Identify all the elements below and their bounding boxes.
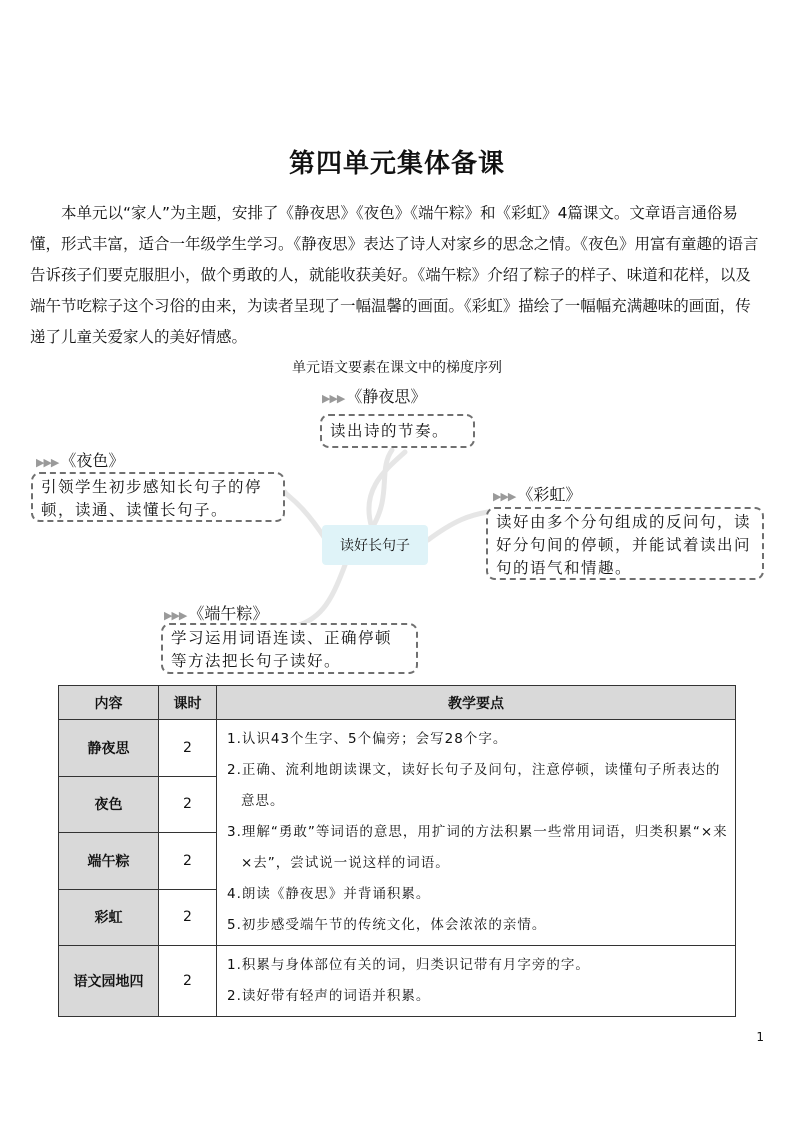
table-row [59, 946, 736, 1017]
triangle-arrows-icon: ▶▶▶ [164, 609, 187, 622]
header-points: 教学要点 [217, 686, 736, 720]
node-title-text: 《端午粽》 [188, 604, 269, 623]
lesson-name: 彩虹 [59, 889, 159, 946]
teaching-point: 4.朗读《静夜思》并背诵积累。 [227, 886, 431, 902]
node-title-text: 《彩虹》 [517, 485, 582, 504]
lesson-name: 端午粽 [59, 833, 159, 890]
branch-jingyesi [369, 452, 405, 528]
lesson-hours: 2 [159, 946, 217, 1017]
lesson-hours: 2 [159, 720, 217, 777]
header-hours: 课时 [159, 686, 217, 720]
branch-duanwuzong [290, 565, 345, 628]
header-content: 内容 [59, 686, 159, 720]
lesson-hours: 2 [159, 776, 217, 833]
lesson-name: 夜色 [59, 776, 159, 833]
teaching-points-group-1 [217, 720, 736, 946]
node-box-duanwuzong: 学习运用词语连读、正确停顿等方法把长句子读好。 [161, 623, 418, 674]
branch-jingyesi-2 [372, 450, 392, 528]
intro-paragraph: 本单元以“家人”为主题，安排了《静夜思》《夜色》《端午粽》和《彩虹》4篇课文。文章语言通俗易懂，形式丰富，适合一年级学生学习。《静夜思》表达了诗人对家乡的思念之情。《夜色》用富有童趣的语言告诉孩子们要克服胆小，做个勇敢的人，就能收获美好。《端午粽》介绍了粽子的样子、味道和花样，以及端午节吃粽子这个习俗的由来，为读者呈现了一幅温馨的画面。《彩虹》描绘了一幅幅充满趣味的画面，传递了儿童关爱家人的美好情感。 [30, 204, 759, 346]
node-title-yese [36, 448, 124, 471]
teaching-point: 5.初步感受端午节的传统文化，体会浓浓的亲情。 [227, 917, 547, 933]
node-title-caihong [493, 482, 581, 505]
lesson-name: 语文园地四 [59, 946, 159, 1017]
triangle-arrows-icon: ▶▶▶ [493, 490, 516, 503]
teaching-point: 2.正确、流利地朗读课文，读好长句子及问句，注意停顿，读懂句子所表达的意思。 [227, 762, 721, 809]
node-box-caihong: 读好由多个分句组成的反问句，读好分句间的停顿，并能试着读出问句的语气和情趣。 [486, 507, 764, 580]
branch-caihong [428, 512, 488, 540]
triangle-arrows-icon: ▶▶▶ [36, 456, 59, 469]
lesson-plan-table [58, 685, 736, 1017]
node-title-text: 《静夜思》 [346, 387, 427, 406]
branch-yese [285, 492, 326, 540]
page-number: 1 [756, 1030, 764, 1044]
teaching-point: 3.理解“勇敢”等词语的意思，用扩词的方法积累一些常用词语，归类积累“×来×去”，尝试说一说这样的词语。 [227, 824, 728, 871]
node-box-jingyesi: 读出诗的节奏。 [320, 414, 475, 448]
table-row [59, 720, 736, 777]
lesson-name: 静夜思 [59, 720, 159, 777]
node-title-jingyesi [322, 384, 426, 407]
table-header-row [59, 686, 736, 720]
page-title: 第四单元集体备课 [288, 149, 505, 179]
teaching-points-group-2 [217, 946, 736, 1017]
teaching-point: 1.积累与身体部位有关的词，归类识记带有月字旁的字。 [227, 957, 590, 973]
triangle-arrows-icon: ▶▶▶ [322, 392, 345, 405]
node-title-text: 《夜色》 [60, 451, 125, 470]
center-node: 读好长句子 [322, 525, 428, 565]
lesson-hours: 2 [159, 833, 217, 890]
lesson-hours: 2 [159, 889, 217, 946]
teaching-point: 2.读好带有轻声的词语并积累。 [227, 988, 431, 1004]
node-box-yese: 引领学生初步感知长句子的停顿，读通、读懂长句子。 [31, 472, 285, 522]
teaching-point: 1.认识43个生字、5个偏旁；会写28个字。 [227, 731, 508, 747]
node-title-duanwuzong [164, 601, 268, 624]
diagram-caption: 单元语文要素在课文中的梯度序列 [292, 360, 502, 376]
